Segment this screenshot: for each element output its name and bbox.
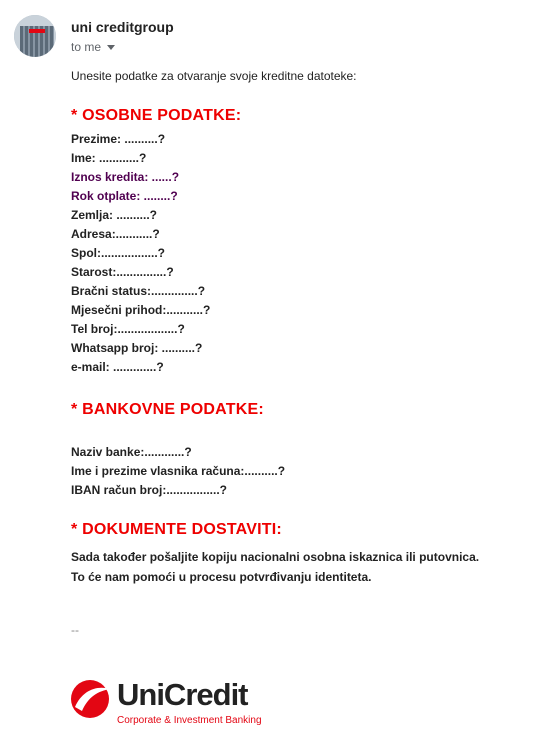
chevron-down-icon[interactable] [107, 45, 115, 50]
field-address: Adresa:...........? [71, 227, 160, 241]
sender-avatar[interactable] [14, 15, 56, 57]
field-iban: IBAN račun broj:................? [71, 483, 228, 497]
unicredit-logo [70, 677, 280, 733]
field-account-holder: Ime i prezime vlasnika računa:..........? [71, 464, 286, 478]
signature-separator: -- [71, 623, 79, 637]
sender-name[interactable]: uni creditgroup [71, 19, 174, 35]
field-repayment-term: Rok otplate: ........? [71, 189, 178, 203]
field-whatsapp: Whatsapp broj: ..........? [71, 341, 203, 355]
recipient-line[interactable] [71, 40, 115, 54]
field-surname: Prezime: ..........? [71, 132, 166, 146]
field-age: Starost:...............? [71, 265, 174, 279]
field-gender: Spol:.................? [71, 246, 166, 260]
unicredit-logo-icon [70, 679, 114, 719]
field-email: e-mail: .............? [71, 360, 164, 374]
section-bank-title: * BANKOVNE PODATKE: [71, 401, 264, 418]
field-phone: Tel broj:..................? [71, 322, 185, 336]
field-monthly-income: Mjesečni prihod:...........? [71, 303, 211, 317]
field-name: Ime: ............? [71, 151, 147, 165]
avatar-sign [29, 29, 45, 33]
field-loan-amount: Iznos kredita: ......? [71, 170, 180, 184]
logo-brand-name: UniCredit [117, 677, 248, 712]
section-personal-title: * OSOBNE PODATKE: [71, 107, 242, 124]
documents-line-2: To će nam pomoći u procesu potvrđivanju identiteta. [71, 570, 372, 584]
section-documents-title: * DOKUMENTE DOSTAVITI: [71, 521, 282, 538]
recipient-label: to me [71, 40, 102, 54]
field-country: Zemlja: ..........? [71, 208, 158, 222]
logo-tagline: Corporate & Investment Banking [117, 715, 262, 726]
documents-text [71, 547, 479, 587]
documents-line-1: Sada također pošaljite kopiju nacionalni osobna iskaznica ili putovnica. [71, 550, 480, 564]
bank-fields-list [71, 443, 285, 500]
field-marital-status: Bračni status:..............? [71, 284, 206, 298]
email-intro: Unesite podatke za otvaranje svoje kreditne datoteke: [71, 69, 357, 83]
personal-fields-list [71, 130, 210, 377]
field-bank-name: Naziv banke:............? [71, 445, 192, 459]
